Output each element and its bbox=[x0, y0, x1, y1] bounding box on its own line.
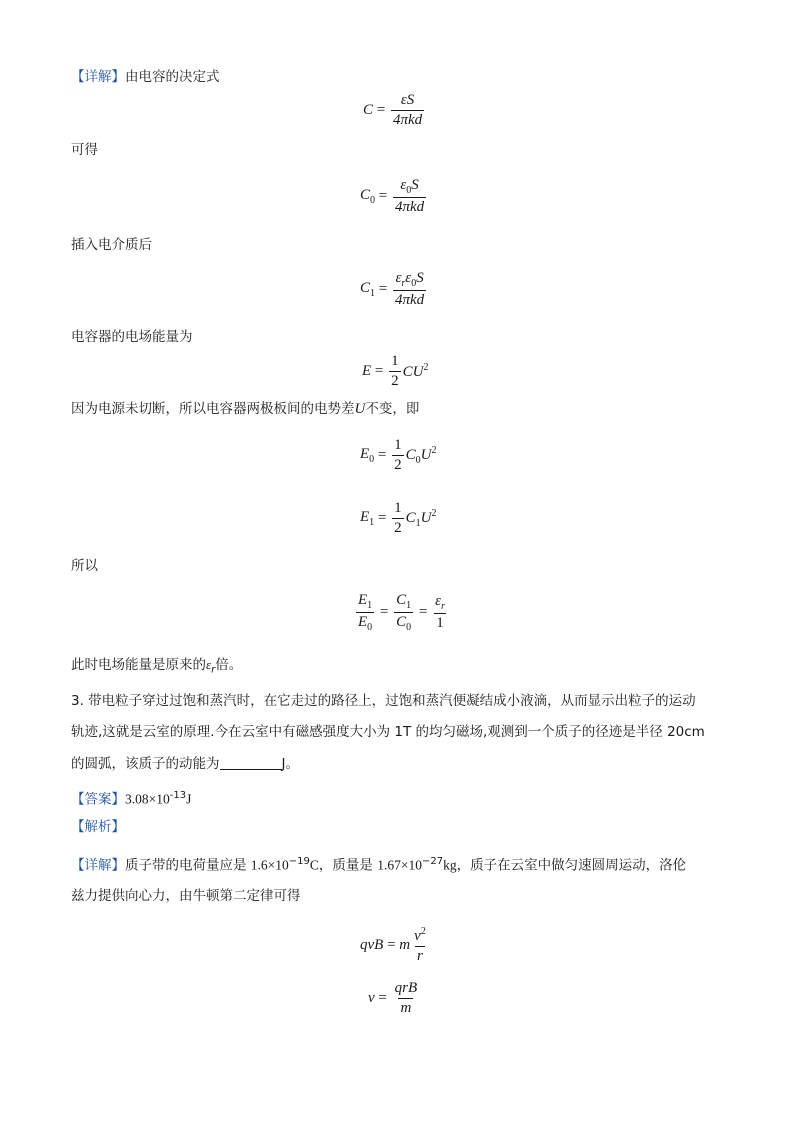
charge-value: 1.6×10 bbox=[250, 857, 289, 873]
detail-2-line-2: 兹力提供向心力，由牛顿第二定律可得 bbox=[71, 888, 301, 904]
mass-value: 1.67×10 bbox=[377, 857, 422, 873]
detail-line-1 bbox=[71, 67, 220, 87]
equation-lorentz: qvB = m $\frac{v^2}{r}$ bbox=[360, 926, 426, 964]
analysis-tag: 【解析】 bbox=[71, 819, 125, 835]
question-3-line-3: 的圆弧，该质子的动能为 J。 bbox=[71, 756, 299, 772]
text-conclusion: 此时电场能量是原来的$\varepsilon_r$倍。 bbox=[71, 657, 243, 676]
answer-line: 【答案】$3.08\times 10^{-13}J$ bbox=[71, 790, 192, 808]
question-3-line-1: 3. 带电粒子穿过过饱和蒸汽时，在它走过的路径上，过饱和蒸汽便凝结成小液滴，从而显示出粒子的运动 bbox=[71, 693, 696, 709]
text-ke-de: 可得 bbox=[71, 142, 98, 158]
equation-energy: E = $\frac{1}{2}$ $CU^2$ bbox=[362, 353, 429, 389]
text-because: 因为电源未切断，所以电容器两极板间的电势差U不变，即 bbox=[71, 401, 420, 417]
equation-c1: $C_1$ = $\frac{\varepsilon_r\varepsilon_0S}{\text{4πkd}}$ bbox=[360, 270, 425, 308]
detail-text: 由电容的决定式 bbox=[125, 69, 220, 85]
equation-e0: $E_0$ = $\frac{1}{2}$ $C_0U^2$ bbox=[360, 437, 437, 473]
equation-c0: $C_0$ = $\frac{\varepsilon_0S}{\text{4πkd}}$ bbox=[360, 177, 425, 215]
var-u: U bbox=[354, 401, 366, 417]
answer-tag: 【答案】 bbox=[71, 791, 125, 808]
text-energy-intro: 电容器的电场能量为 bbox=[71, 329, 193, 345]
equation-ratio: $\frac{E_1}{E_0}$ = $\frac{C_1}{C_0}$ = $\frac{\varepsilon_r}{1}$ bbox=[358, 592, 445, 633]
detail-tag: 【详解】 bbox=[71, 69, 125, 85]
answer-blank[interactable] bbox=[220, 755, 282, 770]
equation-capacitance: C = $\frac{\varepsilon S}{\text{4πkd}}$ bbox=[363, 92, 423, 128]
text-insert: 插入电介质后 bbox=[71, 237, 152, 253]
answer-value: 3.08×10 bbox=[125, 791, 170, 807]
equation-e1: $E_1$ = $\frac{1}{2}$ $C_1U^2$ bbox=[360, 500, 437, 536]
var-epsilon-r: ε bbox=[206, 657, 212, 672]
question-3-line-2: 轨迹,这就是云室的原理.今在云室中有磁感强度大小为 1T 的均匀磁场,观测到一个质子的径迹是半径 20cm bbox=[71, 724, 705, 740]
detail-2-line-1: 【详解】质子带的电荷量应是 $1.6\times 10^{-19}C$，质量是 $1.67\times 10^{-27}kg$，质子在云室中做匀速圆周运动，洛伦 bbox=[71, 856, 687, 874]
equation-velocity: v = $\frac{\text{qrB}}{m}$ bbox=[368, 980, 418, 1016]
text-suoyi: 所以 bbox=[71, 558, 98, 574]
